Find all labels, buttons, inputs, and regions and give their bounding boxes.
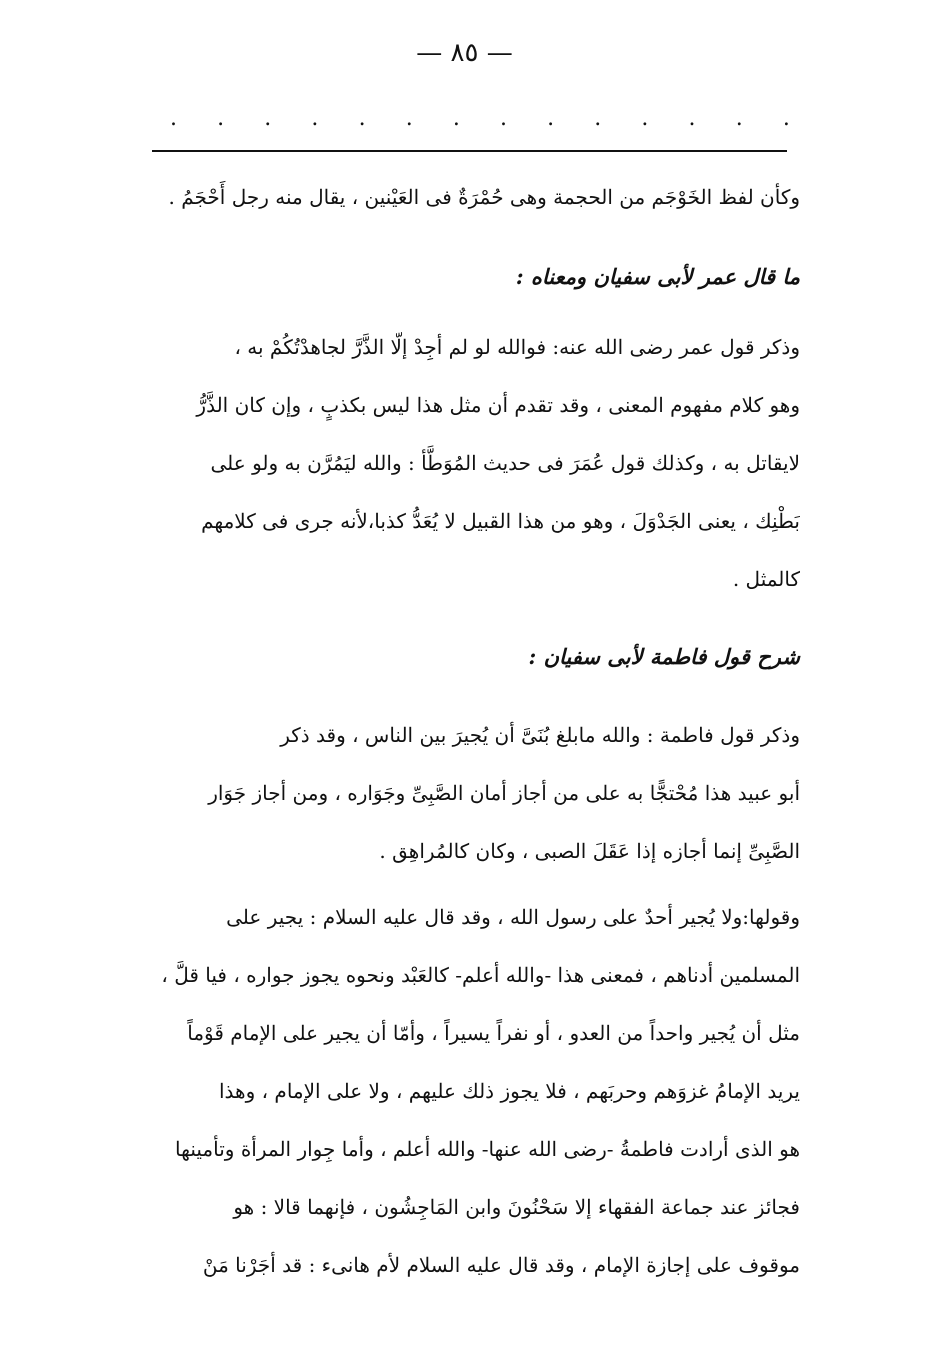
text-line: أبو عبيد هذا مُحْتجًّا به على من أجاز أمان الصَّبِىِّ وجَوَاره ، ومن أجاز جَوَار	[208, 781, 800, 805]
text-line: كالمثل .	[732, 567, 800, 591]
text-line: مثل أن يُجير واحداً من العدو ، أو نفراً يسيراً ، وأمّا أن يجير على الإمام قَوْماً	[187, 1021, 800, 1045]
text-line: الصَّبِىِّ إنما أجازه إذا عَقَلَ الصبى ، وكان كالمُراهِق .	[379, 839, 800, 863]
ornament-dot: .	[452, 106, 460, 131]
text-line: وهو كلام مفهوم المعنى ، وقد تقدم أن مثل هذا ليس بكذبٍ ، وإن كان الذَّرُّ	[196, 393, 800, 417]
ornament-dot: .	[688, 106, 696, 131]
ornament-dot: .	[782, 106, 790, 131]
ornament-dot: .	[547, 106, 555, 131]
text-line: فجائز عند جماعة الفقهاء إلا سَحْنُونَ وابن المَاجِشُون ، فإنهما قالا : هو	[233, 1195, 800, 1219]
ornament-dot: .	[641, 106, 649, 131]
text-line: هو الذى أرادت فاطمةُ -رضى الله عنها- والله أعلم ، وأما جِوار المرأة وتأمينها	[175, 1137, 800, 1161]
paragraph-umar	[160, 318, 800, 608]
paragraph-jiwar	[160, 888, 800, 1294]
ornament-dot: .	[499, 106, 507, 131]
section-heading-fatima	[160, 628, 800, 686]
section-heading-umar	[160, 248, 800, 306]
text-line: موقوف على إجازة الإمام ، وقد قال عليه السلام لأم هانىء : قد أجَرْنا مَنْ	[202, 1253, 800, 1277]
ornament-dot: .	[405, 106, 413, 131]
page-number: — ٨٥ —	[416, 38, 513, 68]
text-line: المسلمين أدناهم ، فمعنى هذا -والله أعلم- كالعَبْد ونحوه يجوز جواره ، فيا قلَّ ،	[161, 963, 800, 987]
text-line: وذكر قول فاطمة : والله مابلغ بُنَىَّ أن يُجيرَ بين الناس ، وقد ذكر	[280, 723, 800, 747]
ornament-dot: .	[217, 106, 225, 131]
text-line: بَطْنِك ، يعنى الجَدْوَلَ ، وهو من هذا القبيل لا يُعَدُّ كذبا،لأنه جرى فى كلامهم	[201, 509, 800, 533]
text-line: لايقاتل به ، وكذلك قول عُمَرَ فى حديث المُوَطَّأ : والله ليَمُرَّن به ولو على	[210, 451, 800, 475]
dot-ornament-row	[170, 108, 790, 130]
text-line: وقولها:ولا يُجير أحدٌ على رسول الله ، وقد قال عليه السلام : يجير على	[226, 905, 800, 929]
text-line: وذكر قول عمر رضى الله عنه: فوالله لو لم أجِدْ إلّا الذَّرَّ لجاهدْتُكُمْ به ،	[234, 335, 800, 359]
ornament-dot: .	[358, 106, 366, 131]
paragraph-hajma	[160, 168, 800, 226]
ornament-dot: .	[594, 106, 602, 131]
section-heading: ما قال عمر لأبى سفيان ومعناه :	[515, 264, 800, 289]
section-heading: شرح قول فاطمة لأبى سفيان :	[528, 644, 800, 669]
ornament-dot: .	[735, 106, 743, 131]
ornament-dot: .	[170, 106, 177, 131]
ornament-dot: .	[311, 106, 319, 131]
text-line: يريد الإمامُ غزوَهم وحربَهم ، فلا يجوز ذلك عليهم ، ولا على الإمام ، وهذا	[219, 1079, 800, 1103]
header-rule	[152, 150, 787, 152]
text-line: وكأن لفظ الخَوْجَم من الحجمة وهى حُمْرَةٌ فى العَيْنين ، يقال منه رجل أَحْجَمُ .	[168, 185, 800, 209]
paragraph-fatima	[160, 706, 800, 880]
ornament-dot: .	[264, 106, 272, 131]
